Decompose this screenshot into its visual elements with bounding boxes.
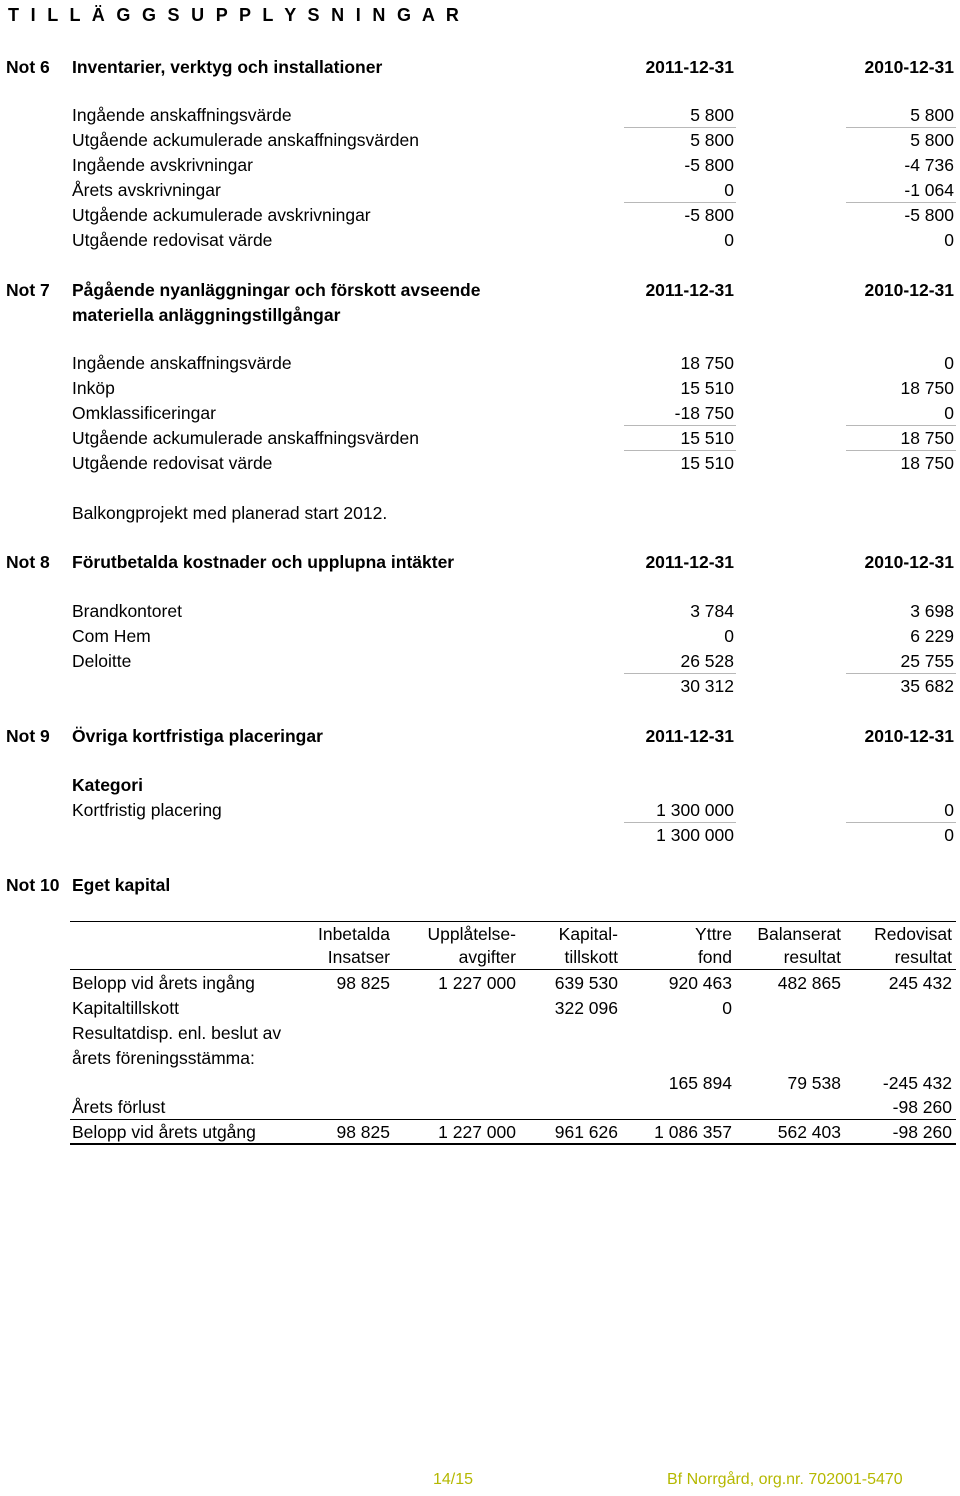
table-cell: 18 750 [680,353,734,373]
note-6-col2: 2010-12-31 [864,57,954,77]
note-6-col1: 2011-12-31 [645,57,734,77]
table-cell: 5 800 [910,105,954,125]
column-header: Balanserat [757,924,841,944]
table-cell: 5 800 [910,130,954,150]
column-header: Yttre [695,924,732,944]
table-row-label: Ingående avskrivningar [72,155,253,175]
note-7-title-line2: materiella anläggningstillgångar [72,305,341,325]
underline [624,673,736,674]
column-header: tillskott [564,947,618,967]
organization-footer: Bf Norrgård, org.nr. 702001-5470 [667,1471,903,1488]
note-6-title: Inventarier, verktyg och installationer [72,57,383,77]
note-7-comment: Balkongprojekt med planerad start 2012. [72,503,388,523]
table-row-label: Brandkontoret [72,601,182,621]
table-cell: 165 894 [668,1073,732,1093]
underline [846,127,956,128]
table-cell: -5 800 [904,205,954,225]
table-row-label: Resultatdisp. enl. beslut av [72,1023,282,1043]
column-header: Inbetalda [317,924,390,944]
column-header: Redovisat [874,924,952,944]
note-9-title: Övriga kortfristiga placeringar [72,726,323,746]
table-row-label: årets föreningsstämma: [72,1048,255,1068]
note-9-subheading: Kategori [72,775,143,795]
table-cell: 3 784 [690,601,734,621]
table-cell: 1 227 000 [438,1122,516,1142]
underline [624,425,736,426]
underline [846,822,956,823]
table-cell: 322 096 [554,998,618,1018]
table-cell: 1 227 000 [438,973,516,993]
table-cell: 25 755 [900,651,954,671]
table-bottom-rule [70,1143,956,1145]
table-cell: -98 260 [892,1122,952,1142]
column-header: avgifter [458,947,516,967]
table-cell: 0 [724,626,734,646]
table-cell: 15 510 [680,428,734,448]
underline [624,822,736,823]
table-row-label: Belopp vid årets utgång [72,1122,256,1142]
table-cell: 1 300 000 [656,800,734,820]
underline [624,450,736,451]
note-9-label: Not 9 [6,726,50,746]
table-cell: 482 865 [777,973,841,993]
page-number: 14/15 [433,1471,474,1488]
table-cell: -98 260 [892,1097,952,1117]
table-cell: -18 750 [674,403,734,423]
column-header: Kapital- [558,924,618,944]
table-cell: -4 736 [904,155,954,175]
column-header: Upplåtelse- [427,924,516,944]
note-9-col1: 2011-12-31 [645,726,734,746]
table-cell: 245 432 [888,973,952,993]
table-cell: -5 800 [684,205,734,225]
note-7-title-line1: Pågående nyanläggningar och förskott avseende [72,280,481,300]
table-cell: 0 [724,230,734,250]
table-row-label: Belopp vid årets ingång [72,973,255,993]
table-cell: 18 750 [900,453,954,473]
underline [846,202,956,203]
table-row-label: Inköp [72,378,115,398]
table-row-label: Ingående anskaffningsvärde [72,353,292,373]
note-7-col1: 2011-12-31 [645,280,734,300]
total-cell: 30 312 [680,676,734,696]
table-cell: 6 229 [910,626,954,646]
column-header: Insatser [327,947,390,967]
underline [846,425,956,426]
table-cell: -1 064 [904,180,954,200]
table-cell: 15 510 [680,378,734,398]
table-cell: -245 432 [882,1073,952,1093]
table-row-label: Utgående redovisat värde [72,230,273,250]
note-10-title: Eget kapital [72,875,171,895]
table-cell: -5 800 [684,155,734,175]
note-10-label: Not 10 [6,875,60,895]
table-row-label: Ingående anskaffningsvärde [72,105,292,125]
table-row-label: Omklassificeringar [72,403,216,423]
note-7-col2: 2010-12-31 [864,280,954,300]
underline [624,202,736,203]
column-header: resultat [894,947,952,967]
table-row-label: Utgående ackumulerade anskaffningsvärden [72,428,419,448]
table-cell: 26 528 [680,651,734,671]
table-cell: 79 538 [787,1073,841,1093]
table-row-label: Utgående ackumulerade avskrivningar [72,205,371,225]
table-row-label: Kapitaltillskott [72,998,179,1018]
table-cell: 0 [944,353,954,373]
table-cell: 15 510 [680,453,734,473]
table-cell: 3 698 [910,601,954,621]
table-cell: 5 800 [690,130,734,150]
table-cell: 961 626 [554,1122,618,1142]
table-cell: 1 086 357 [654,1122,732,1142]
note-8-title: Förutbetalda kostnader och upplupna intäkter [72,552,455,572]
page-title: T I L L Ä G G S U P P L Y S N I N G A R [8,5,463,25]
table-row-label: Utgående redovisat värde [72,453,273,473]
table-row-label: Com Hem [72,626,151,646]
table-cell: 18 750 [900,428,954,448]
table-row-label: Kortfristig placering [72,800,222,820]
underline [624,127,736,128]
table-cell: 0 [944,800,954,820]
table-cell: 18 750 [900,378,954,398]
note-8-col2: 2010-12-31 [864,552,954,572]
note-9-col2: 2010-12-31 [864,726,954,746]
underline [846,450,956,451]
table-cell: 0 [724,180,734,200]
total-cell: 1 300 000 [656,825,734,845]
table-row-label: Årets förlust [72,1097,166,1117]
table-cell: 0 [944,403,954,423]
table-cell: 98 825 [336,973,390,993]
table-row-label: Deloitte [72,651,132,671]
total-top-rule [70,1119,956,1120]
table-cell: 562 403 [777,1122,841,1142]
table-cell: 98 825 [336,1122,390,1142]
total-cell: 0 [944,825,954,845]
table-row-label: Årets avskrivningar [72,180,221,200]
table-cell: 5 800 [690,105,734,125]
note-7-label: Not 7 [6,280,50,300]
table-top-rule [70,921,956,922]
total-cell: 35 682 [900,676,954,696]
table-row-label: Utgående ackumulerade anskaffningsvärden [72,130,419,150]
note-8-col1: 2011-12-31 [645,552,734,572]
note-6-label: Not 6 [6,57,50,77]
table-cell: 920 463 [668,973,732,993]
header-rule [70,969,956,970]
table-cell: 639 530 [554,973,618,993]
table-cell: 0 [944,230,954,250]
underline [846,673,956,674]
column-header: fond [697,947,732,967]
table-cell: 0 [722,998,732,1018]
note-8-label: Not 8 [6,552,50,572]
column-header: resultat [783,947,841,967]
